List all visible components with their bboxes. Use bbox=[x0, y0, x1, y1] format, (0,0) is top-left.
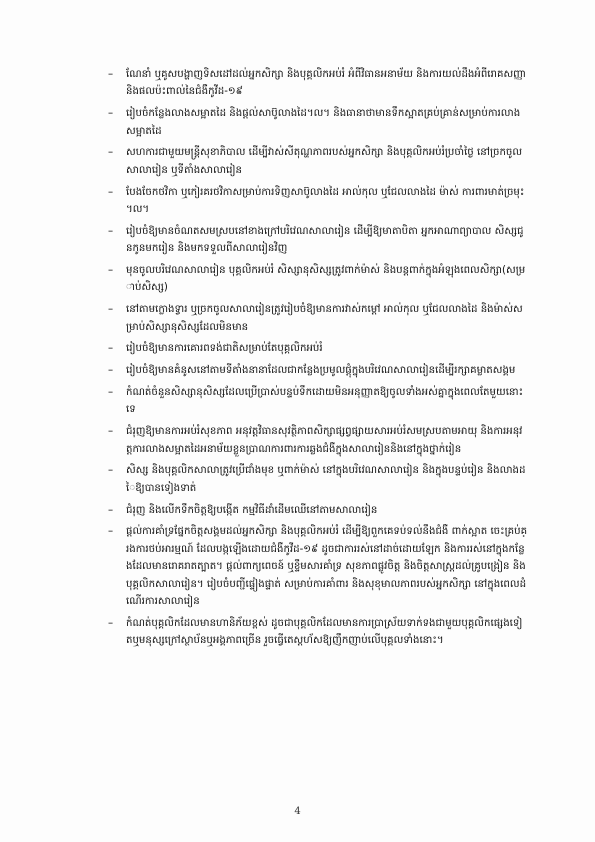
bullet-dash: – bbox=[108, 504, 114, 516]
list-item bbox=[108, 340, 528, 357]
bullet-dash: – bbox=[108, 186, 114, 198]
list-item bbox=[108, 384, 528, 419]
list-item bbox=[108, 301, 528, 336]
list-item bbox=[108, 223, 528, 258]
list-item bbox=[108, 615, 528, 650]
bullet-dash: – bbox=[108, 365, 114, 377]
item-text: រៀបចំឱ្យមានគំនូសនៅតាមទីតាំងនានាដែលជាកន្លែងប្រមូលផ្តុំក្នុងបរិវេណសាលារៀនដើម្បីរក្សាគម្លាតសង្គម bbox=[126, 365, 516, 377]
item-text: រៀបចំកន្លែងលាងសម្អាតដៃ និងផ្តល់សាប៊ូលាងដៃ។ល។ និងធានាថាមានទឹកស្អាតគ្រប់គ្រាន់សម្រាប់ការលាងសម្អាតដៃ bbox=[126, 108, 521, 137]
item-text: សហការជាមួយមន្ត្រីសុខាភិបាល ដើម្បីវាស់សីតុណ្ហភាពរបស់អ្នកសិក្សា និងបុគ្គលិកអប់រំប្រចាំថ្ងៃ នៅច្រកចូលសាលារៀន ឬទីតាំងសាលារៀន bbox=[126, 147, 523, 176]
list-item bbox=[108, 502, 528, 519]
item-text: ជំរុញឱ្យមានការអប់រំសុខភាព អនុវត្តវិធានសុវត្ថិភាពសិក្សាផ្សព្វផ្សាយសារអប់រំសមស្របតាមអាយុ និងការអនុវត្តការលាងសម្អាតដៃអនាម័យខ្លួនប្រាណការពារការឆ្លងជំងឺក្នុងសាលារៀននិងនៅក្នុងថ្នាក់រៀន bbox=[126, 426, 523, 455]
item-text: រៀបចំឱ្យមានចំណតសមស្របនៅខាងក្រៅបរិវេណសាលារៀន ដើម្បីឱ្យមាតាបិតា អ្នកអាណាព្យាបាល សិស្សជូនកូនមករៀន និងមកទទួលពីសាលារៀនវិញ bbox=[126, 225, 524, 255]
bullet-dash: – bbox=[108, 343, 114, 355]
guideline-list bbox=[108, 66, 528, 654]
list-item bbox=[108, 523, 528, 610]
bullet-dash: – bbox=[108, 304, 114, 316]
item-text: ណែនាំ ឬគូសបង្ហាញទិសដៅដល់អ្នកសិក្សា និងបុគ្គលិកអប់រំ អំពីវិធានអនាម័យ និងការយល់ដឹងអំពីរោគសញ្ញា និងផលប៉ះពាល់នៃជំងឺកូវីដ-១៩ bbox=[126, 69, 526, 98]
list-item bbox=[108, 105, 528, 140]
item-text: បែងចែកថវិកា ឬកៀរគរថវិកាសម្រាប់ការទិញសាប៊ូលាងដៃ អាល់កុល ឬជែលលាងដៃ ម៉ាស់ ការពារមាត់ច្រមុះ។ល។ bbox=[126, 186, 525, 216]
page-number: 4 bbox=[294, 806, 301, 817]
list-item bbox=[108, 66, 528, 101]
bullet-dash: – bbox=[108, 465, 114, 477]
list-item bbox=[108, 462, 528, 497]
item-text: មុនចូលបរិវេណសាលារៀន បុគ្គលិកអប់រំ សិស្សានុសិស្សត្រូវពាក់ម៉ាស់ និងបន្តពាក់ក្នុងអំឡុងពេលសិក្សា(សម្រាប់សិស្ស) bbox=[126, 265, 526, 294]
item-text: កំណត់បុគ្គលិកដែលមានហានិភ័យខ្ពស់ ដូចជាបុគ្គលិកដែលមានការប្រាស្រ័យទាក់ទងជាមួយបុគ្គលិកផ្សេងទៀតឬមនុស្សក្រៅស្ថាប័នឬអង្គភាពច្រើន រួចធ្វើតេស្តហ័សឱ្យញឹកញាប់លើបុគ្គលទាំងនោះ។ bbox=[126, 617, 523, 647]
bullet-dash: – bbox=[108, 108, 114, 120]
item-text: កំណត់ចំនួនសិស្សានុសិស្សដែលប្រើប្រាស់បន្ទប់ទឹកដោយមិនអនុញ្ញាតឱ្យចូលទាំងអស់គ្នាក្នុងពេលតែមួយនោះទេ bbox=[126, 387, 524, 416]
bullet-dash: – bbox=[108, 617, 114, 629]
item-text: ជំរុញ និងលើកទឹកចិត្តឱ្យបង្កើត កម្មវិធីដាំដើមឈើនៅតាមសាលារៀន bbox=[126, 504, 378, 516]
bullet-dash: – bbox=[108, 426, 114, 438]
list-item bbox=[108, 423, 528, 458]
list-item bbox=[108, 184, 528, 219]
item-text: ផ្តល់ការគាំទ្រផ្នែកចិត្តសង្គមដល់អ្នកសិក្សា និងបុគ្គលិកអប់រំ ដើម្បីឱ្យពួកគេទប់ទល់នឹងជំងឺ ពាក់ស្អាត ចេះគ្រប់គ្រងការថប់អារម្មណ៍ ដែលបង្កឡើងដោយជំងឺកូវីដ-១៩ ដូចជាការរស់នៅដាច់ដោយឡែក និងការរស់នៅក្នុងកន្លែងដែលមានរោគរាតត្បាត។ ផ្តល់ពាក្យពេចន៍ ឬខ្ទឹមសារគាំទ្រ សុខភាពផ្លូវចិត្ត និងចិត្តសាស្ត្រដល់គ្រូបង្រៀន និងបុគ្គលិកសាលារៀន។ រៀបចំបញ្ជីផ្ទៀងផ្ទាត់ សម្រាប់ការគាំពារ និងសុខុមាលភាពរបស់អ្នកសិក្សា នៅក្នុងពេលដំណើរការសាលារៀន bbox=[126, 526, 528, 608]
bullet-dash: – bbox=[108, 526, 114, 538]
list-item bbox=[108, 362, 528, 379]
item-text: នៅតាមក្លោងទ្វារ ឬច្រកចូលសាលារៀនត្រូវរៀបចំឱ្យមានការវាស់កម្តៅ អាល់កុល ឬជែលលាងដៃ និងម៉ាស់សម្រាប់សិស្សានុសិស្សដែលមិនមាន bbox=[126, 304, 523, 333]
bullet-dash: – bbox=[108, 225, 114, 237]
bullet-dash: – bbox=[108, 387, 114, 399]
bullet-dash: – bbox=[108, 265, 114, 277]
bullet-dash: – bbox=[108, 69, 114, 80]
list-item bbox=[108, 144, 528, 179]
item-text: រៀបចំឱ្យមានការគោរពទង់ជាតិសម្រាប់តែបុគ្គលិកអប់រំ bbox=[126, 343, 323, 355]
bullet-dash: – bbox=[108, 147, 114, 159]
list-item bbox=[108, 262, 528, 297]
item-text: សិស្ស និងបុគ្គលិកសាលាត្រូវប្រើជាំងមុខ ឬពាក់ម៉ាស់ នៅក្នុងបរិវេណសាលារៀន និងក្នុងបន្ទប់រៀន និងលាងដៃឱ្យបានទៀងទាត់ bbox=[126, 465, 526, 494]
